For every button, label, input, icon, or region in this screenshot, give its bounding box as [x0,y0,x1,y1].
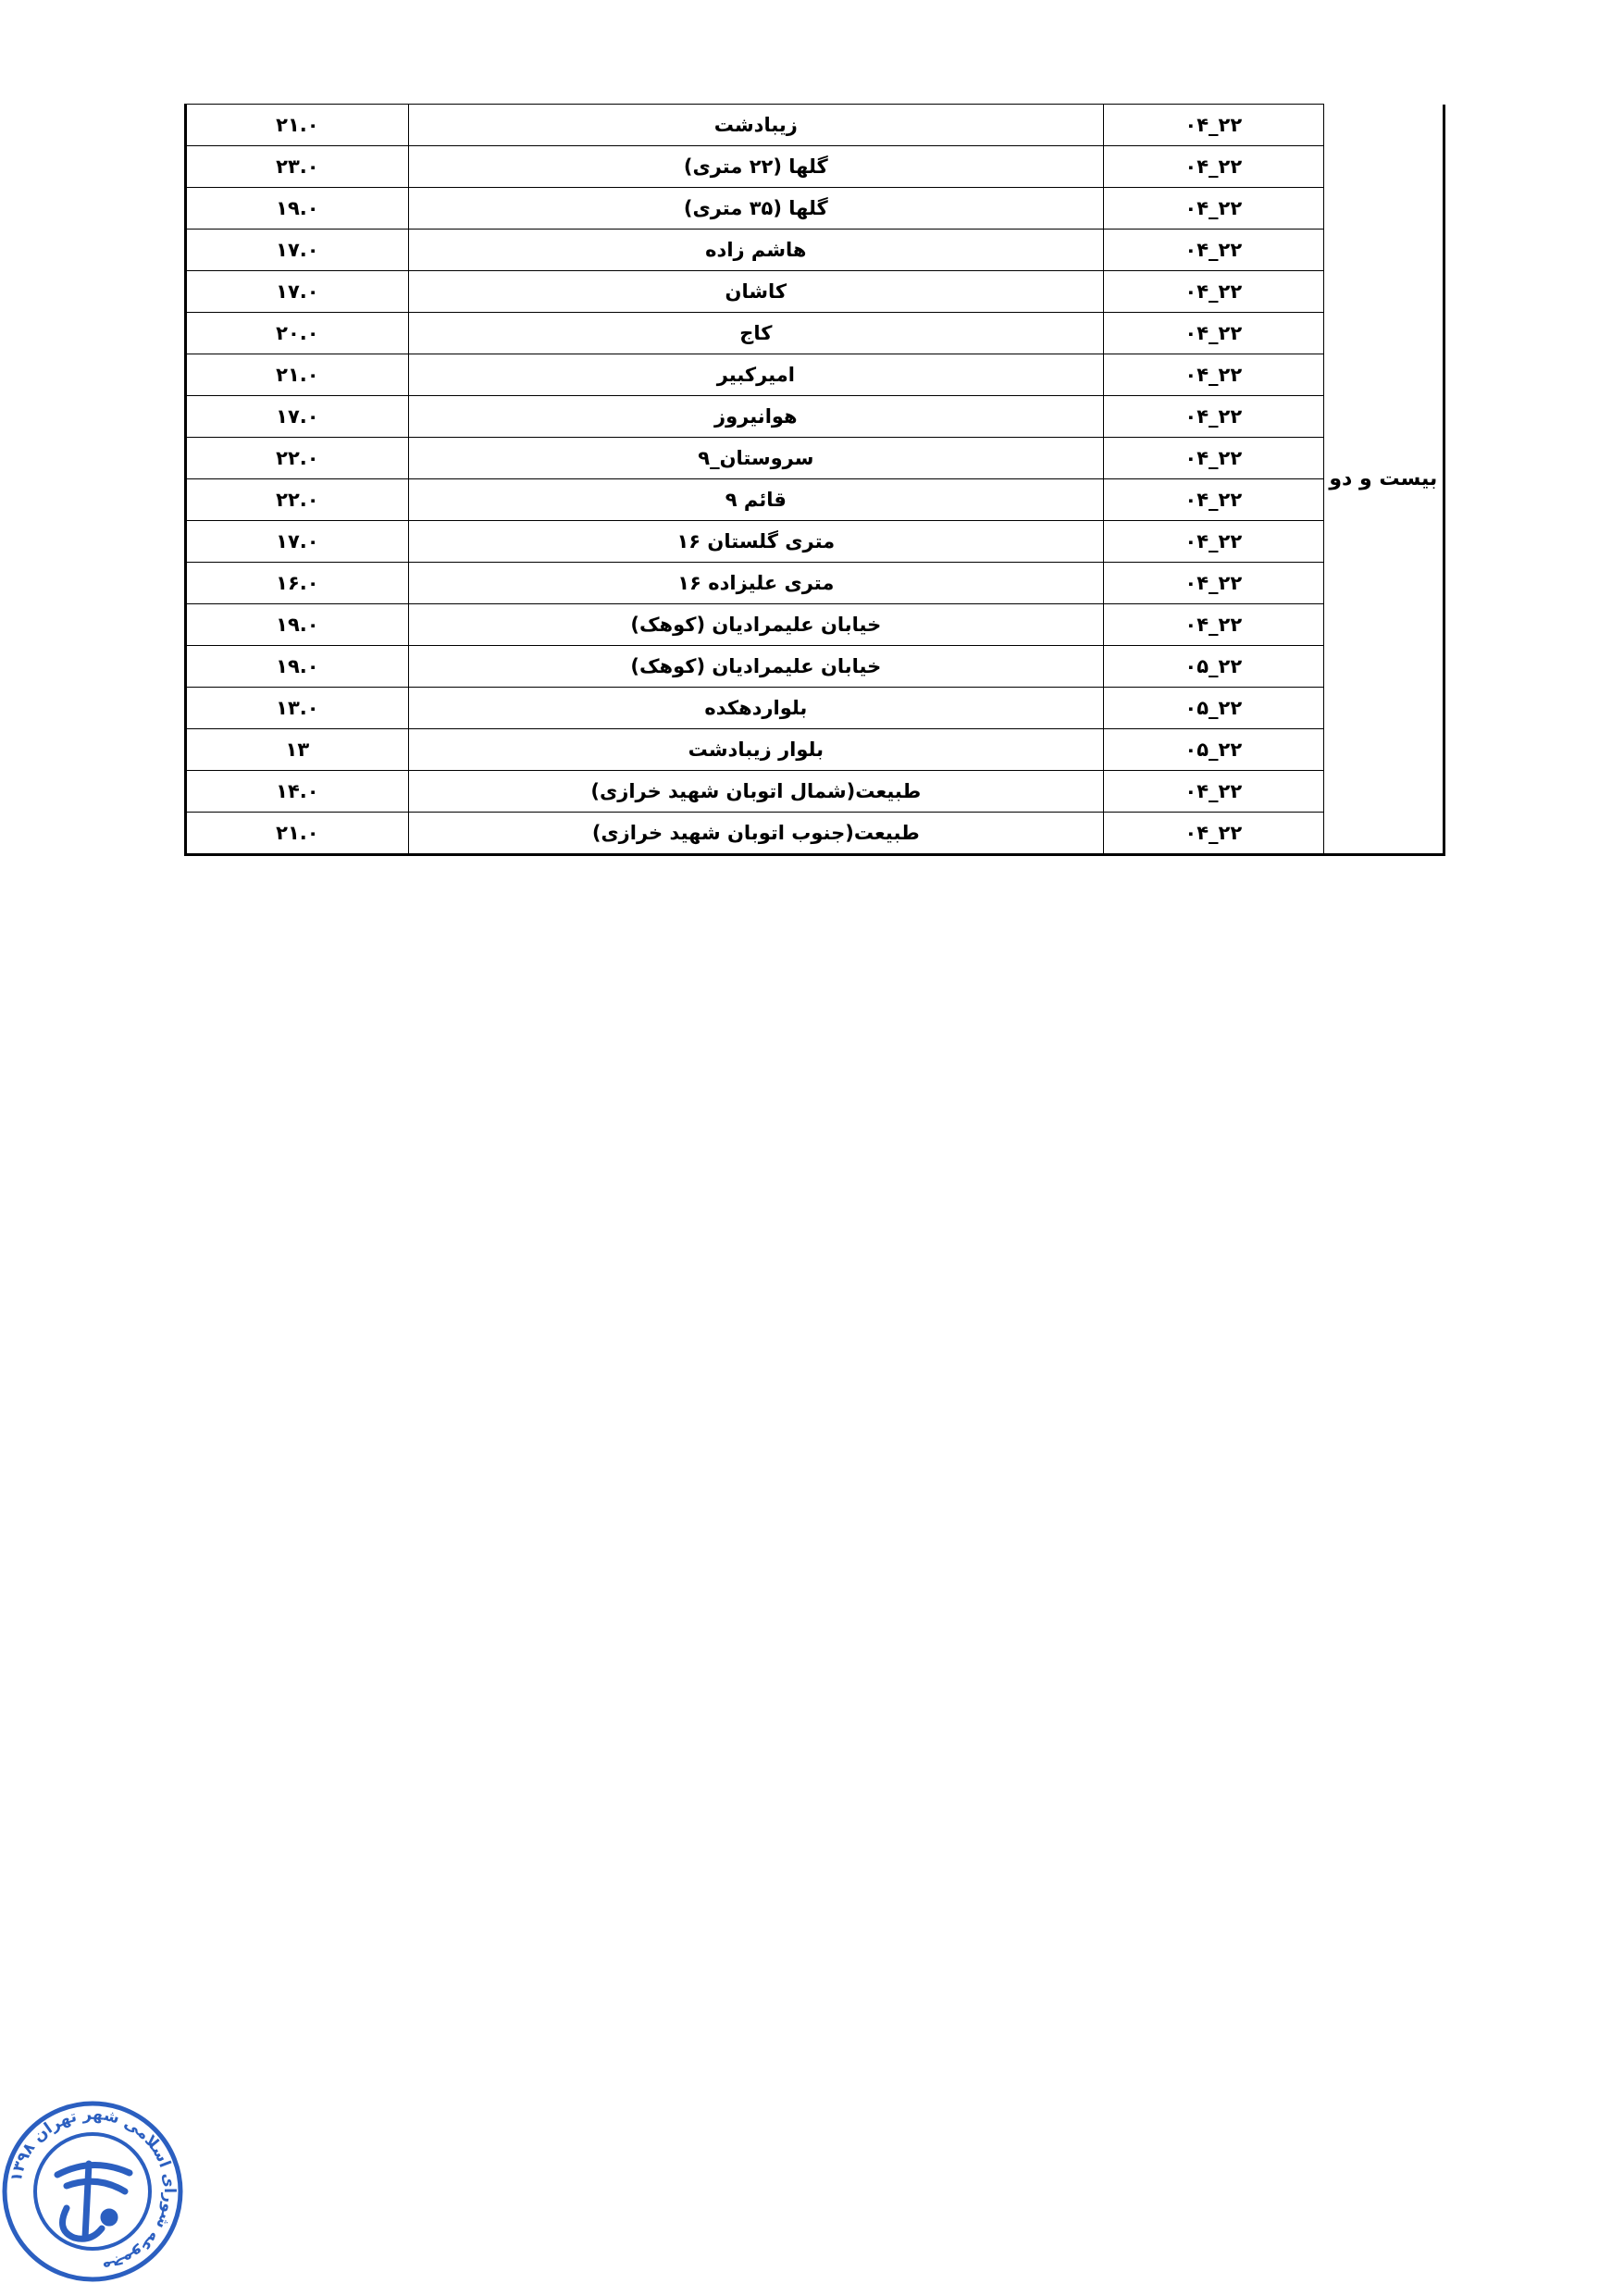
name-cell: خیابان علیمرادیان (کوهک) [408,604,1103,646]
table-row [186,271,1444,313]
data-table [184,104,1445,856]
value-cell: ۲۱.۰ [186,354,409,396]
value-cell: ۲۱.۰ [186,105,409,146]
code-cell: ۲۲_۰۴ [1103,563,1323,604]
code-cell: ۲۲_۰۴ [1103,354,1323,396]
code-cell: ۲۲_۰۴ [1103,438,1323,479]
name-cell: بلوار زیبادشت [408,729,1103,771]
value-cell: ۱۶.۰ [186,563,409,604]
table-row [186,521,1444,563]
value-cell: ۲۱.۰ [186,813,409,855]
value-cell: ۲۲.۰ [186,479,409,521]
code-cell: ۲۲_۰۴ [1103,813,1323,855]
table-row [186,771,1444,813]
value-cell: ۱۳ [186,729,409,771]
name-cell: امیرکبیر [408,354,1103,396]
value-cell: ۱۷.۰ [186,271,409,313]
table-row [186,438,1444,479]
value-cell: ۲۲.۰ [186,438,409,479]
code-cell: ۲۲_۰۴ [1103,479,1323,521]
seal-outer-ring [5,2104,180,2279]
name-cell: کاج [408,313,1103,354]
code-cell: ۲۲_۰۴ [1103,771,1323,813]
code-cell: ۲۲_۰۵ [1103,688,1323,729]
name-cell: طبیعت(جنوب اتوبان شهید خرازی) [408,813,1103,855]
table-row [186,313,1444,354]
name-cell: متری علیزاده ۱۶ [408,563,1103,604]
table-body [186,105,1444,855]
table-row [186,646,1444,688]
council-seal-stamp [0,2099,185,2284]
value-cell: ۱۹.۰ [186,604,409,646]
value-cell: ۱۹.۰ [186,646,409,688]
value-cell: ۱۷.۰ [186,396,409,438]
code-cell: ۲۲_۰۴ [1103,146,1323,188]
name-cell: هوانیروز [408,396,1103,438]
code-cell: ۲۲_۰۴ [1103,313,1323,354]
name-cell: متری گلستان ۱۶ [408,521,1103,563]
table-row [186,354,1444,396]
name-cell: گلها (۳۵ متری) [408,188,1103,230]
table-row [186,230,1444,271]
table-row [186,813,1444,855]
name-cell: هاشم زاده [408,230,1103,271]
code-cell: ۲۲_۰۴ [1103,105,1323,146]
code-cell: ۲۲_۰۴ [1103,521,1323,563]
name-cell: بلواردهکده [408,688,1103,729]
value-cell: ۱۷.۰ [186,521,409,563]
table-row [186,604,1444,646]
name-cell: گلها (۲۲ متری) [408,146,1103,188]
value-cell: ۱۴.۰ [186,771,409,813]
value-cell: ۱۷.۰ [186,230,409,271]
table-row [186,479,1444,521]
value-cell: ۱۹.۰ [186,188,409,230]
code-cell: ۲۲_۰۴ [1103,188,1323,230]
name-cell: سروستان_۹ [408,438,1103,479]
code-cell: ۲۲_۰۵ [1103,646,1323,688]
code-cell: ۲۲_۰۴ [1103,271,1323,313]
seal-text: مجموعه شورای اسلامی شهر تهران ۱۳۹۸ [6,2104,180,2277]
value-cell: ۱۳.۰ [186,688,409,729]
seal-emblem-icon [57,2164,130,2239]
table-row [186,688,1444,729]
name-cell: خیابان علیمرادیان (کوهک) [408,646,1103,688]
code-cell: ۲۲_۰۴ [1103,230,1323,271]
table-row [186,563,1444,604]
value-cell: ۲۰.۰ [186,313,409,354]
table-row [186,396,1444,438]
seal-inner-ring [35,2134,150,2249]
name-cell: طبیعت(شمال اتوبان شهید خرازی) [408,771,1103,813]
group-label-cell: بیست و دو [1323,105,1444,855]
value-cell: ۲۳.۰ [186,146,409,188]
table-row [186,188,1444,230]
code-cell: ۲۲_۰۵ [1103,729,1323,771]
name-cell: کاشان [408,271,1103,313]
table-row [186,146,1444,188]
name-cell: زیبادشت [408,105,1103,146]
name-cell: قائم ۹ [408,479,1103,521]
code-cell: ۲۲_۰۴ [1103,396,1323,438]
table-row [186,729,1444,771]
table-row [186,105,1444,146]
code-cell: ۲۲_۰۴ [1103,604,1323,646]
